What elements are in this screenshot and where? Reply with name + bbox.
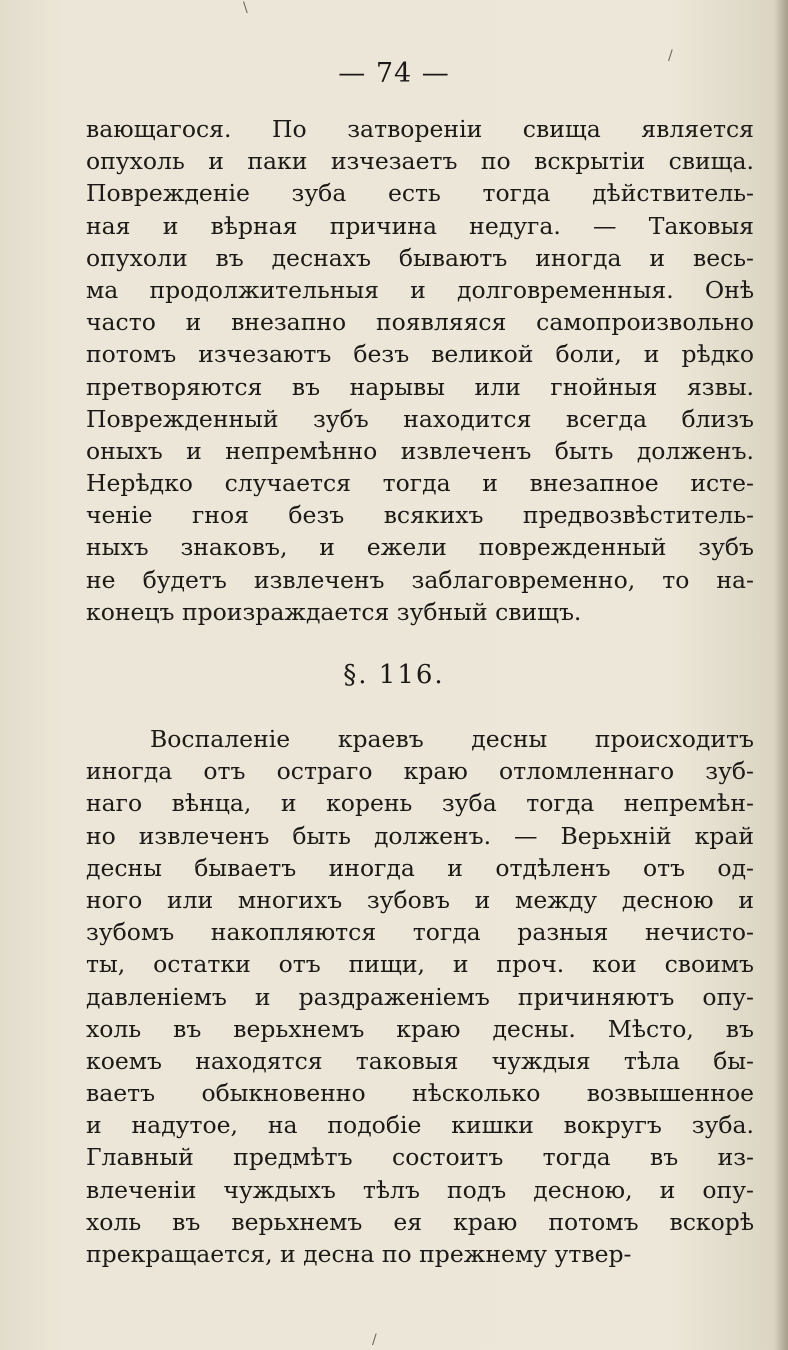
text-line: иногда отъ остраго краю отломленнаго зуб-	[86, 757, 754, 786]
text-line: часто и внезапно появляяся самопроизвольно	[86, 308, 754, 337]
text-line: ная и вѣрная причина недуга. — Таковыя	[86, 211, 754, 240]
text-line: ченiе гноя безъ всякихъ предвозвѣститель-	[86, 501, 754, 530]
text-line: наго вѣнца, и корень зуба тогда непремѣн-	[86, 789, 754, 818]
text-line: вающагося. По затворенiи свища является	[86, 115, 754, 143]
text-line: прекращается, и десна по прежнему утвер-	[86, 1240, 632, 1268]
text-line: влеченiи чуждыхъ тѣлъ подъ десною, и опу-	[86, 1175, 754, 1204]
text-line: конецъ произраждается зубный свищъ.	[86, 597, 582, 626]
text-line: давленiемъ и раздраженiемъ причиняютъ опу-	[86, 982, 754, 1011]
text-line: коемъ находятся таковыя чуждыя тѣла бы-	[86, 1046, 754, 1075]
text-line: десны бываетъ иногда и отдѣленъ отъ од-	[86, 853, 754, 882]
text-line: ного или многихъ зубовъ и между десною и	[86, 885, 754, 914]
text-line: ныхъ знаковъ, и ежели поврежденный зубъ	[86, 533, 754, 562]
text-line: но извлеченъ быть долженъ. — Верьхнiй край	[86, 821, 754, 850]
paragraph-2	[86, 723, 754, 1270]
text-line: Поврежденный зубъ находится всегда близъ	[86, 404, 754, 433]
scan-speck: /	[668, 48, 673, 64]
text-line: ма продолжительныя и долговременныя. Онѣ	[86, 275, 754, 304]
text-line: опухоли въ деснахъ бываютъ иногда и весь-	[86, 243, 754, 272]
text-line: не будетъ извлеченъ заблаговременно, то на-	[86, 565, 754, 594]
text-line: оныхъ и непремѣнно извлеченъ быть долженъ.	[86, 436, 754, 465]
text-line: холь въ верьхнемъ ея краю потомъ вскорѣ	[86, 1207, 754, 1236]
text-line: Главный предмѣтъ состоитъ тогда въ из-	[86, 1143, 754, 1172]
text-line: зубомъ накопляются тогда разныя нечисто-	[86, 918, 754, 947]
paragraph-1	[86, 113, 754, 628]
text-line: потомъ изчезаютъ безъ великой боли, и рѣдко	[86, 340, 754, 369]
text-line: холь въ верьхнемъ краю десны. Мѣсто, въ	[86, 1014, 754, 1043]
page-number: — 74 —	[338, 58, 450, 89]
text-line: опухоль и паки изчезаетъ по вскрытiи свища.	[86, 147, 754, 176]
text-line: претворяются въ нарывы или гнойныя язвы.	[86, 372, 754, 401]
text-line: ваетъ обыкновенно нѣсколько возвышенное	[86, 1079, 754, 1108]
section-heading: §. 116.	[343, 660, 445, 690]
text-line: Поврежденiе зуба есть тогда дѣйствитель-	[86, 179, 754, 208]
text-line: и надутое, на подобiе кишки вокругъ зуба.	[86, 1111, 754, 1140]
text-line: Воспаленiе краевъ десны происходитъ	[150, 725, 754, 753]
text-line: ты, остатки отъ пищи, и проч. кои своимъ	[86, 950, 754, 979]
text-line: Нерѣдко случается тогда и внезапное исте-	[86, 469, 754, 498]
scan-speck: \	[243, 0, 248, 16]
scan-speck: /	[372, 1332, 377, 1348]
